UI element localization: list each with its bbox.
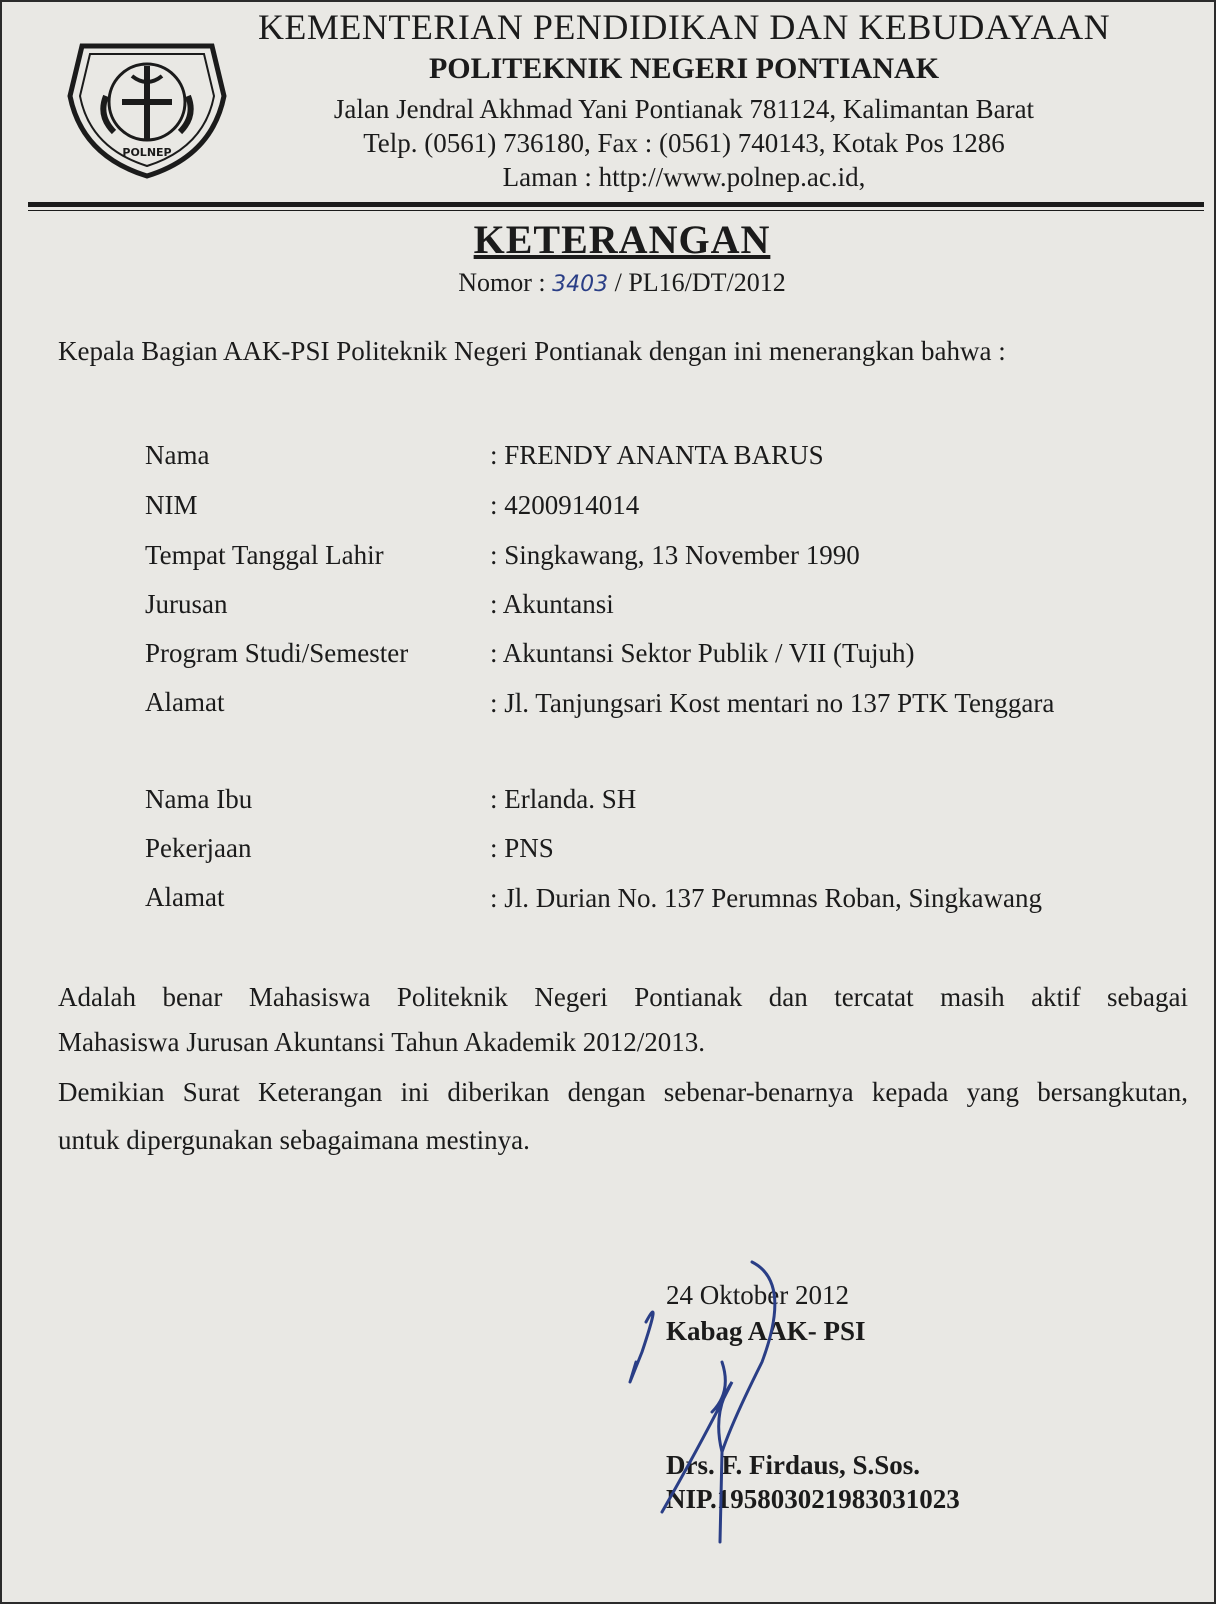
body-line-3: Demikian Surat Keterangan ini diberikan dengan sebenar-benarnya kepada yang bersangkutan, [58,1077,1188,1107]
body-line-4: untuk dipergunakan sebagaimana mestinya. [58,1125,530,1155]
letterhead-divider [28,202,1204,207]
document-number [2,268,1216,298]
student-nim-value: : 4200914014 [490,490,640,520]
student-major-label: Jurusan [145,589,228,619]
signature-date: 24 Oktober 2012 [666,1280,849,1310]
signatory-name: Drs. F. Firdaus, S.Sos. [666,1450,921,1480]
mother-name-label: Nama Ibu [145,784,253,814]
mother-job-label: Pekerjaan [145,833,252,863]
student-address-label: Alamat [145,687,225,717]
mother-job-value: : PNS [490,833,554,863]
signature-position: Kabag AAK- PSI [666,1316,866,1346]
logo-abbrev: POLNEP [122,146,172,159]
mother-address-value: : Jl. Durian No. 137 Perumnas Roban, Singkawang [490,883,1042,913]
number-prefix: Nomor : [458,268,546,297]
institution-name: POLITEKNIK NEGERI PONTIANAK [428,52,940,85]
signatory-nip: NIP.195803021983031023 [666,1484,960,1514]
institution-website: Laman : http://www.polnep.ac.id, [502,162,866,192]
polnep-logo [62,36,232,182]
student-birth-value: : Singkawang, 13 November 1990 [490,540,860,570]
student-name-value: : FRENDY ANANTA BARUS [490,440,824,470]
student-nim-label: NIM [145,490,198,520]
student-program-label: Program Studi/Semester [145,638,409,668]
handwritten-signature [602,1252,822,1552]
intro-text: Kepala Bagian AAK-PSI Politeknik Negeri Pontianak dengan ini menerangkan bahwa : [58,336,1006,366]
number-handwritten: 3403 [552,272,609,297]
student-program-value: : Akuntansi Sektor Publik / VII (Tujuh) [490,638,915,668]
student-major-value: : Akuntansi [490,589,614,619]
mother-name-value: : Erlanda. SH [490,784,637,814]
institution-address: Jalan Jendral Akhmad Yani Pontianak 781124, Kalimantan Barat [333,94,1035,124]
body-line-2: Mahasiswa Jurusan Akuntansi Tahun Akademik 2012/2013. [58,1027,706,1057]
institution-contact: Telp. (0561) 736180, Fax : (0561) 740143, Kotak Pos 1286 [363,128,1005,158]
student-name-label: Nama [145,440,210,470]
letterhead-divider-thin [28,210,1204,211]
mother-address-label: Alamat [145,882,225,912]
ministry-name: KEMENTERIAN PENDIDIKAN DAN KEBUDAYAAN [257,7,1111,47]
document-title: KETERANGAN [473,217,771,262]
student-address-value: : Jl. Tanjungsari Kost mentari no 137 PTK Tenggara [490,688,1055,718]
student-birth-label: Tempat Tanggal Lahir [145,540,384,570]
number-suffix: / PL16/DT/2012 [614,268,786,297]
body-line-1: Adalah benar Mahasiswa Politeknik Negeri Pontianak dan tercatat masih aktif sebagai [58,982,1188,1012]
